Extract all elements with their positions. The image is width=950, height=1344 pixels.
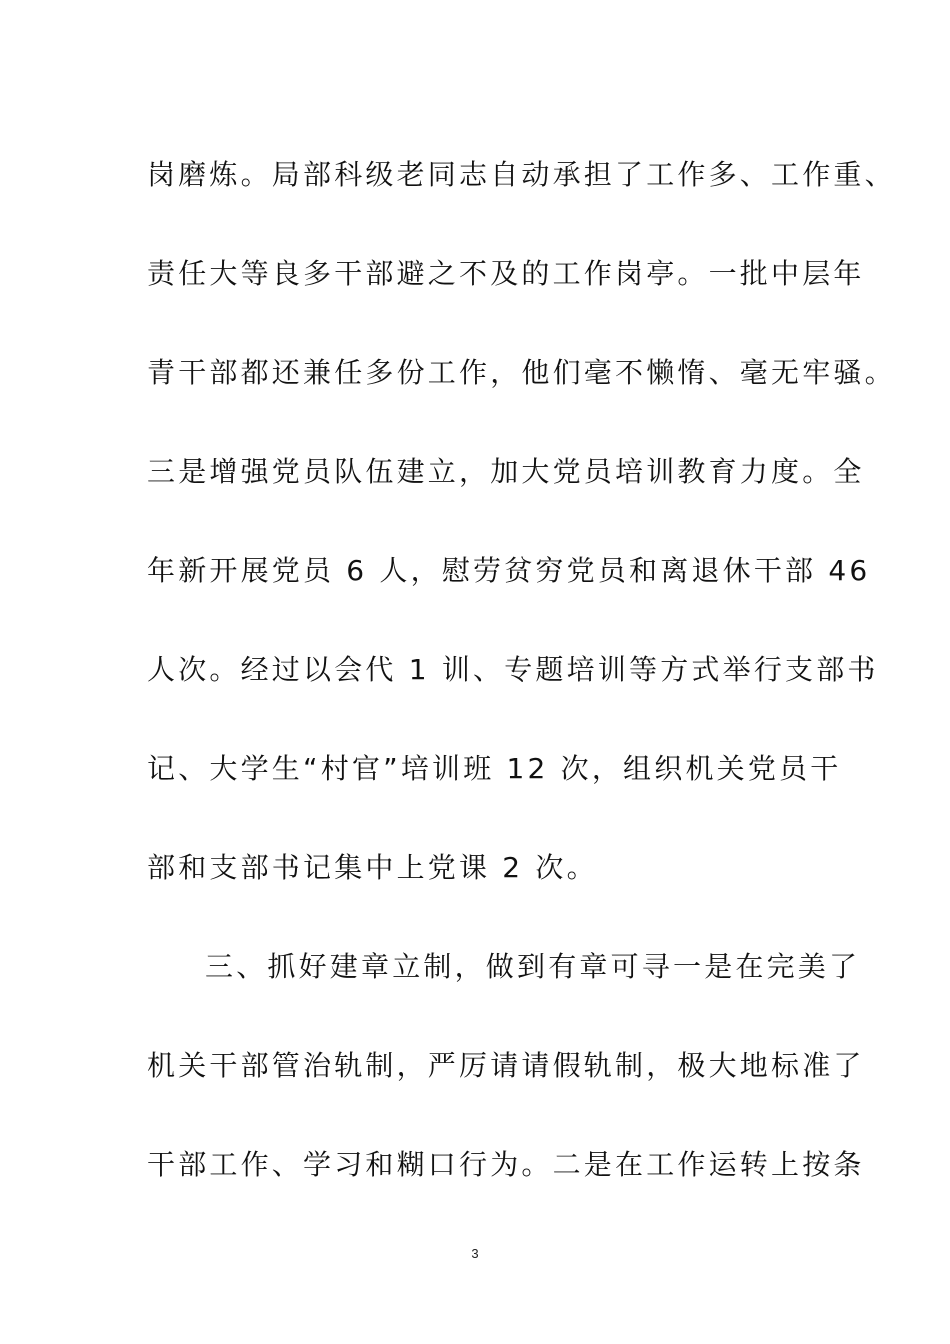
- section-heading-line: 三、抓好建章立制，做到有章可寻一是在完美了: [205, 950, 861, 983]
- text-line: 青干部都还兼任多份工作，他们毫不懒惰、毫无牢骚。: [147, 356, 896, 389]
- text-line: 部和支部书记集中上党课 2 次。: [147, 851, 598, 884]
- text-line: 干部工作、学习和糊口行为。二是在工作运转上按条: [147, 1148, 865, 1181]
- page-number: 3: [471, 1246, 479, 1261]
- text-line: 岗磨炼。局部科级老同志自动承担了工作多、工作重、: [147, 158, 896, 191]
- text-line: 年新开展党员 6 人，慰劳贫穷党员和离退休干部 46: [147, 554, 871, 587]
- text-line: 人次。经过以会代 1 训、专题培训等方式举行支部书: [147, 653, 879, 686]
- text-line: 机关干部管治轨制，严厉请请假轨制，极大地标准了: [147, 1049, 865, 1082]
- text-line: 记、大学生“村官”培训班 12 次，组织机关党员干: [147, 752, 842, 785]
- text-line: 责任大等良多干部避之不及的工作岗亭。一批中层年: [147, 257, 865, 290]
- body-text: [147, 125, 896, 1214]
- text-line: 三是增强党员队伍建立，加大党员培训教育力度。全: [147, 455, 865, 488]
